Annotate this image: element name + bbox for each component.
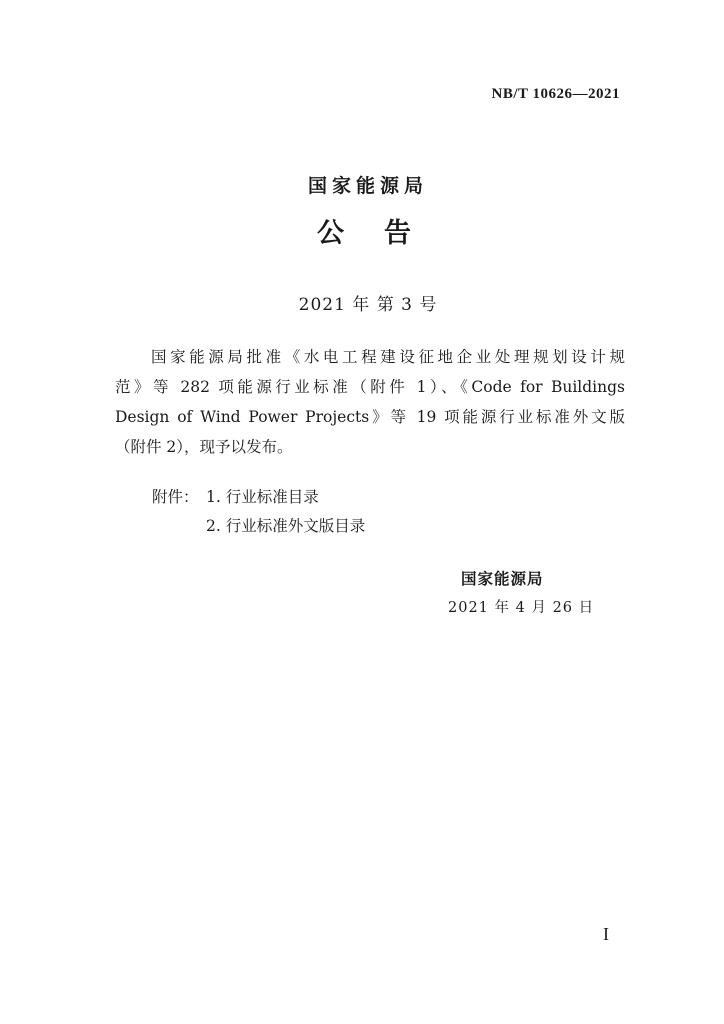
issuer-title: 国家能源局 (307, 175, 428, 197)
signature-date: 2021 年 4 月 26 日 (448, 600, 595, 616)
issue-number: 2021 年 第 3 号 (298, 295, 438, 315)
standard-code: NB/T 10626—2021 (491, 86, 620, 102)
page-number: I (603, 924, 609, 944)
body-line: 范》等 282 项能源行业标准（附件 1）、《Code for Buildings (115, 378, 625, 396)
signature-issuer: 国家能源局 (461, 570, 544, 588)
body-line: Design of Wind Power Projects》等 19 项能源行业标准外文版 (115, 408, 625, 426)
body-line: （附件 2），现予以发布。 (115, 438, 293, 456)
body-line: 国家能源局批准《水电工程建设征地企业处理规划设计规 (151, 348, 625, 366)
announcement-body (115, 342, 625, 462)
attachment-item: 2. 行业标准外文版目录 (206, 517, 366, 535)
attachment-item: 1. 行业标准目录 (206, 488, 319, 506)
attachments-label: 附件： (152, 488, 199, 506)
announcement-heading: 公告 (317, 218, 451, 249)
